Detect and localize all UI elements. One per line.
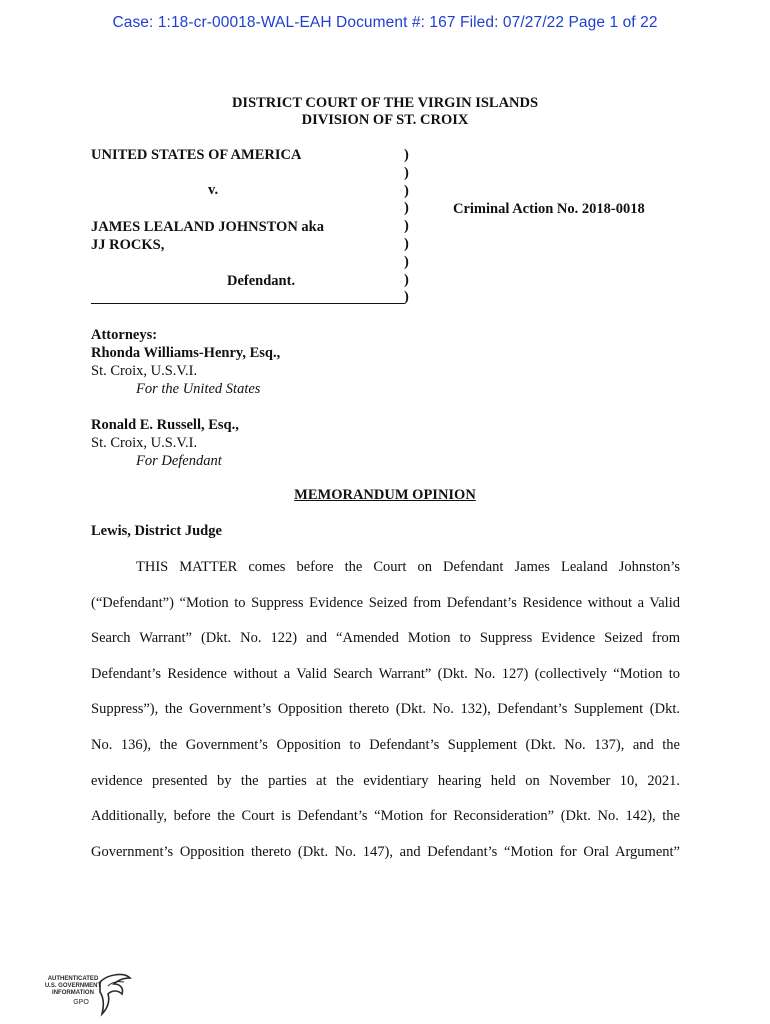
judge-name: Lewis, District Judge — [91, 523, 222, 539]
criminal-action-number: Criminal Action No. 2018-0018 — [453, 201, 645, 217]
body-line: Suppress”), the Government’s Opposition thereto (Dkt. No. 132), Defendant’s Supplement (Dkt. — [91, 701, 680, 718]
gov-attorney-location: St. Croix, U.S.V.I. — [91, 363, 198, 379]
court-division: DIVISION OF ST. CROIX — [301, 112, 469, 128]
memorandum-title: MEMORANDUM OPINION — [294, 487, 476, 503]
caption-paren: ) — [404, 253, 409, 270]
gpo-logo-line3: INFORMATION — [52, 990, 94, 996]
defendant-name-line2: JJ ROCKS, — [91, 237, 165, 253]
gov-attorney-name: Rhonda Williams-Henry, Esq., — [91, 345, 281, 361]
body-line: Government’s Opposition thereto (Dkt. No. 147), and Defendant’s “Motion for Oral Argument” — [91, 843, 680, 860]
body-line: (“Defendant”) “Motion to Suppress Evidence Seized from Defendant’s Residence without a Valid — [91, 594, 680, 611]
body-line: No. 136), the Government’s Opposition to Defendant’s Supplement (Dkt. No. 137), and the — [91, 736, 680, 753]
court-heading — [0, 95, 770, 129]
caption-paren: ) — [404, 164, 409, 181]
caption-paren: ) — [404, 182, 409, 199]
body-line: evidence presented by the parties at the evidentiary hearing held on November 10, 2021. — [91, 772, 680, 789]
def-attorney-role: For Defendant — [136, 453, 222, 469]
court-name: DISTRICT COURT OF THE VIRGIN ISLANDS — [231, 95, 539, 111]
gpo-authentication-logo — [44, 972, 136, 1018]
body-line: THIS MATTER comes before the Court on Defendant James Lealand Johnston’s — [136, 559, 680, 575]
gpo-logo-line1: AUTHENTICATED — [47, 976, 99, 982]
body-line: Additionally, before the Court is Defendant’s “Motion for Reconsideration” (Dkt. No. 142), the — [91, 808, 680, 825]
opinion-body — [91, 557, 680, 877]
caption-paren: ) — [404, 271, 409, 288]
def-attorney-name: Ronald E. Russell, Esq., — [91, 417, 239, 433]
attorneys-heading: Attorneys: — [91, 327, 158, 343]
plaintiff-name: UNITED STATES OF AMERICA — [91, 147, 302, 163]
defendant-name-line1: JAMES LEALAND JOHNSTON aka — [91, 219, 324, 235]
defendant-label: Defendant. — [227, 273, 296, 289]
caption-paren: ) — [404, 200, 409, 217]
case-header-stamp: Case: 1:18-cr-00018-WAL-EAH Document #: 167 Filed: 07/27/22 Page 1 of 22 — [112, 14, 658, 31]
gpo-logo-mark: GPO — [73, 999, 89, 1006]
caption-underline — [91, 303, 405, 304]
caption-paren: ) — [404, 218, 409, 235]
caption-paren: ) — [404, 235, 409, 252]
gpo-logo-line2: U.S. GOVERNMENT — [44, 983, 102, 989]
caption-paren: ) — [404, 289, 409, 306]
caption-paren: ) — [404, 147, 409, 163]
def-attorney-location: St. Croix, U.S.V.I. — [91, 435, 198, 451]
eagle-icon — [94, 972, 134, 1018]
versus-label: v. — [208, 182, 219, 198]
attorneys-spacer — [91, 398, 280, 416]
caption-paren-column — [404, 147, 409, 307]
attorneys-block — [91, 326, 280, 470]
body-line: Defendant’s Residence without a Valid Search Warrant” (Dkt. No. 127) (collectively “Motion to — [91, 665, 680, 682]
gov-attorney-role: For the United States — [136, 381, 261, 397]
body-line: Search Warrant” (Dkt. No. 122) and “Amended Motion to Suppress Evidence Seized from — [91, 630, 680, 647]
